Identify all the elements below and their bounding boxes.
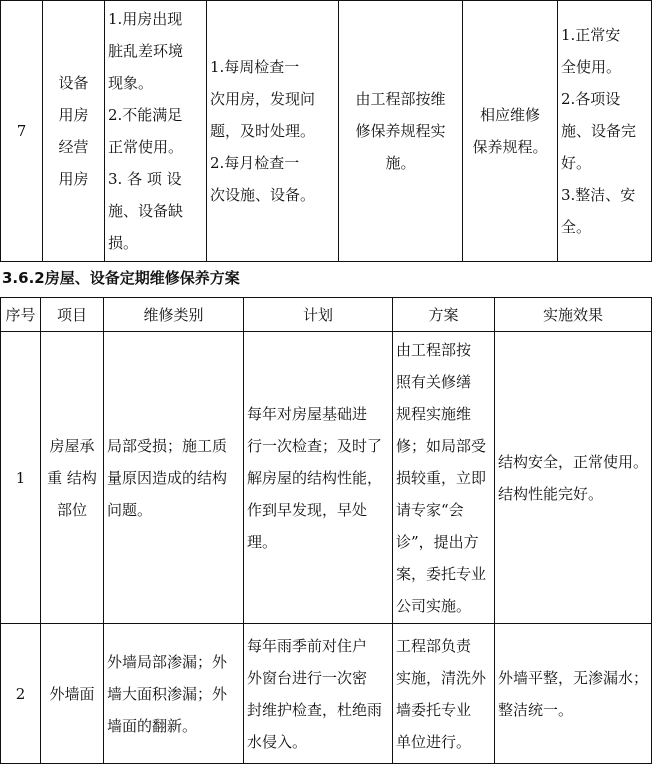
header-no: 序号 (1, 298, 41, 332)
row-number-cell: 2 (1, 624, 41, 764)
plan-cell: 每年对房屋基础进 行一次检查；及时了 解房屋的结构性能， 作到早发现，早处 理。 (244, 332, 393, 624)
item-cell: 房屋承 重 结构 部位 (41, 332, 104, 624)
header-category: 维修类别 (104, 298, 244, 332)
section-title: 3.6.2房屋、设备定期维修保养方案 (2, 269, 240, 287)
measure-cell: 相应维修 保养规程。 (463, 1, 558, 262)
header-item: 项目 (41, 298, 104, 332)
scheme-cell: 由工程部按 照有关修缮 规程实施维 修；如局部受 损较重，立即 请专家“会 诊”，提出方 案，委托专业 公司实施。 (393, 332, 495, 624)
category-cell: 外墙局部渗漏；外 墙大面积渗漏；外 墙面的翻新。 (104, 624, 244, 764)
plan-cell: 每年雨季前对住户 外窗台进行一次密 封维护检查，杜绝雨 水侵入。 (244, 624, 393, 764)
table-row (1, 332, 652, 624)
row-number-cell: 1 (1, 332, 41, 624)
plan-cell: 1.每周检查一 次用房，发现问 题，及时处理。 2.每月检查一 次设施、设备。 (207, 1, 339, 262)
effect-cell: 1.正常安 全使用。 2.各项设 施、设备完 好。 3.整洁、安 全。 (558, 1, 652, 262)
item-cell: 设备 用房 经营 用房 (43, 1, 105, 262)
table-row (1, 624, 652, 764)
header-plan: 计划 (244, 298, 393, 332)
maintenance-table-continued (0, 0, 652, 262)
category-cell: 1.用房出现 脏乱差环境 现象。 2.不能满足 正常使用。 3. 各 项 设 施、设备缺 损。 (105, 1, 207, 262)
table-row (1, 1, 652, 262)
header-effect: 实施效果 (495, 298, 652, 332)
header-scheme: 方案 (393, 298, 495, 332)
category-cell: 局部受损；施工质 量原因造成的结构 问题。 (104, 332, 244, 624)
row-number-cell: 7 (1, 1, 43, 262)
scheme-cell: 工程部负责 实施，清洗外 墙委托专业 单位进行。 (393, 624, 495, 764)
maintenance-plan-table (0, 297, 652, 764)
effect-cell: 结构安全，正常使用。 结构性能完好。 (495, 332, 652, 624)
table-header-row (1, 298, 652, 332)
scheme-cell: 由工程部按维 修保养规程实 施。 (339, 1, 463, 262)
item-cell: 外墙面 (41, 624, 104, 764)
effect-cell: 外墙平整，无渗漏水； 整洁统一。 (495, 624, 652, 764)
